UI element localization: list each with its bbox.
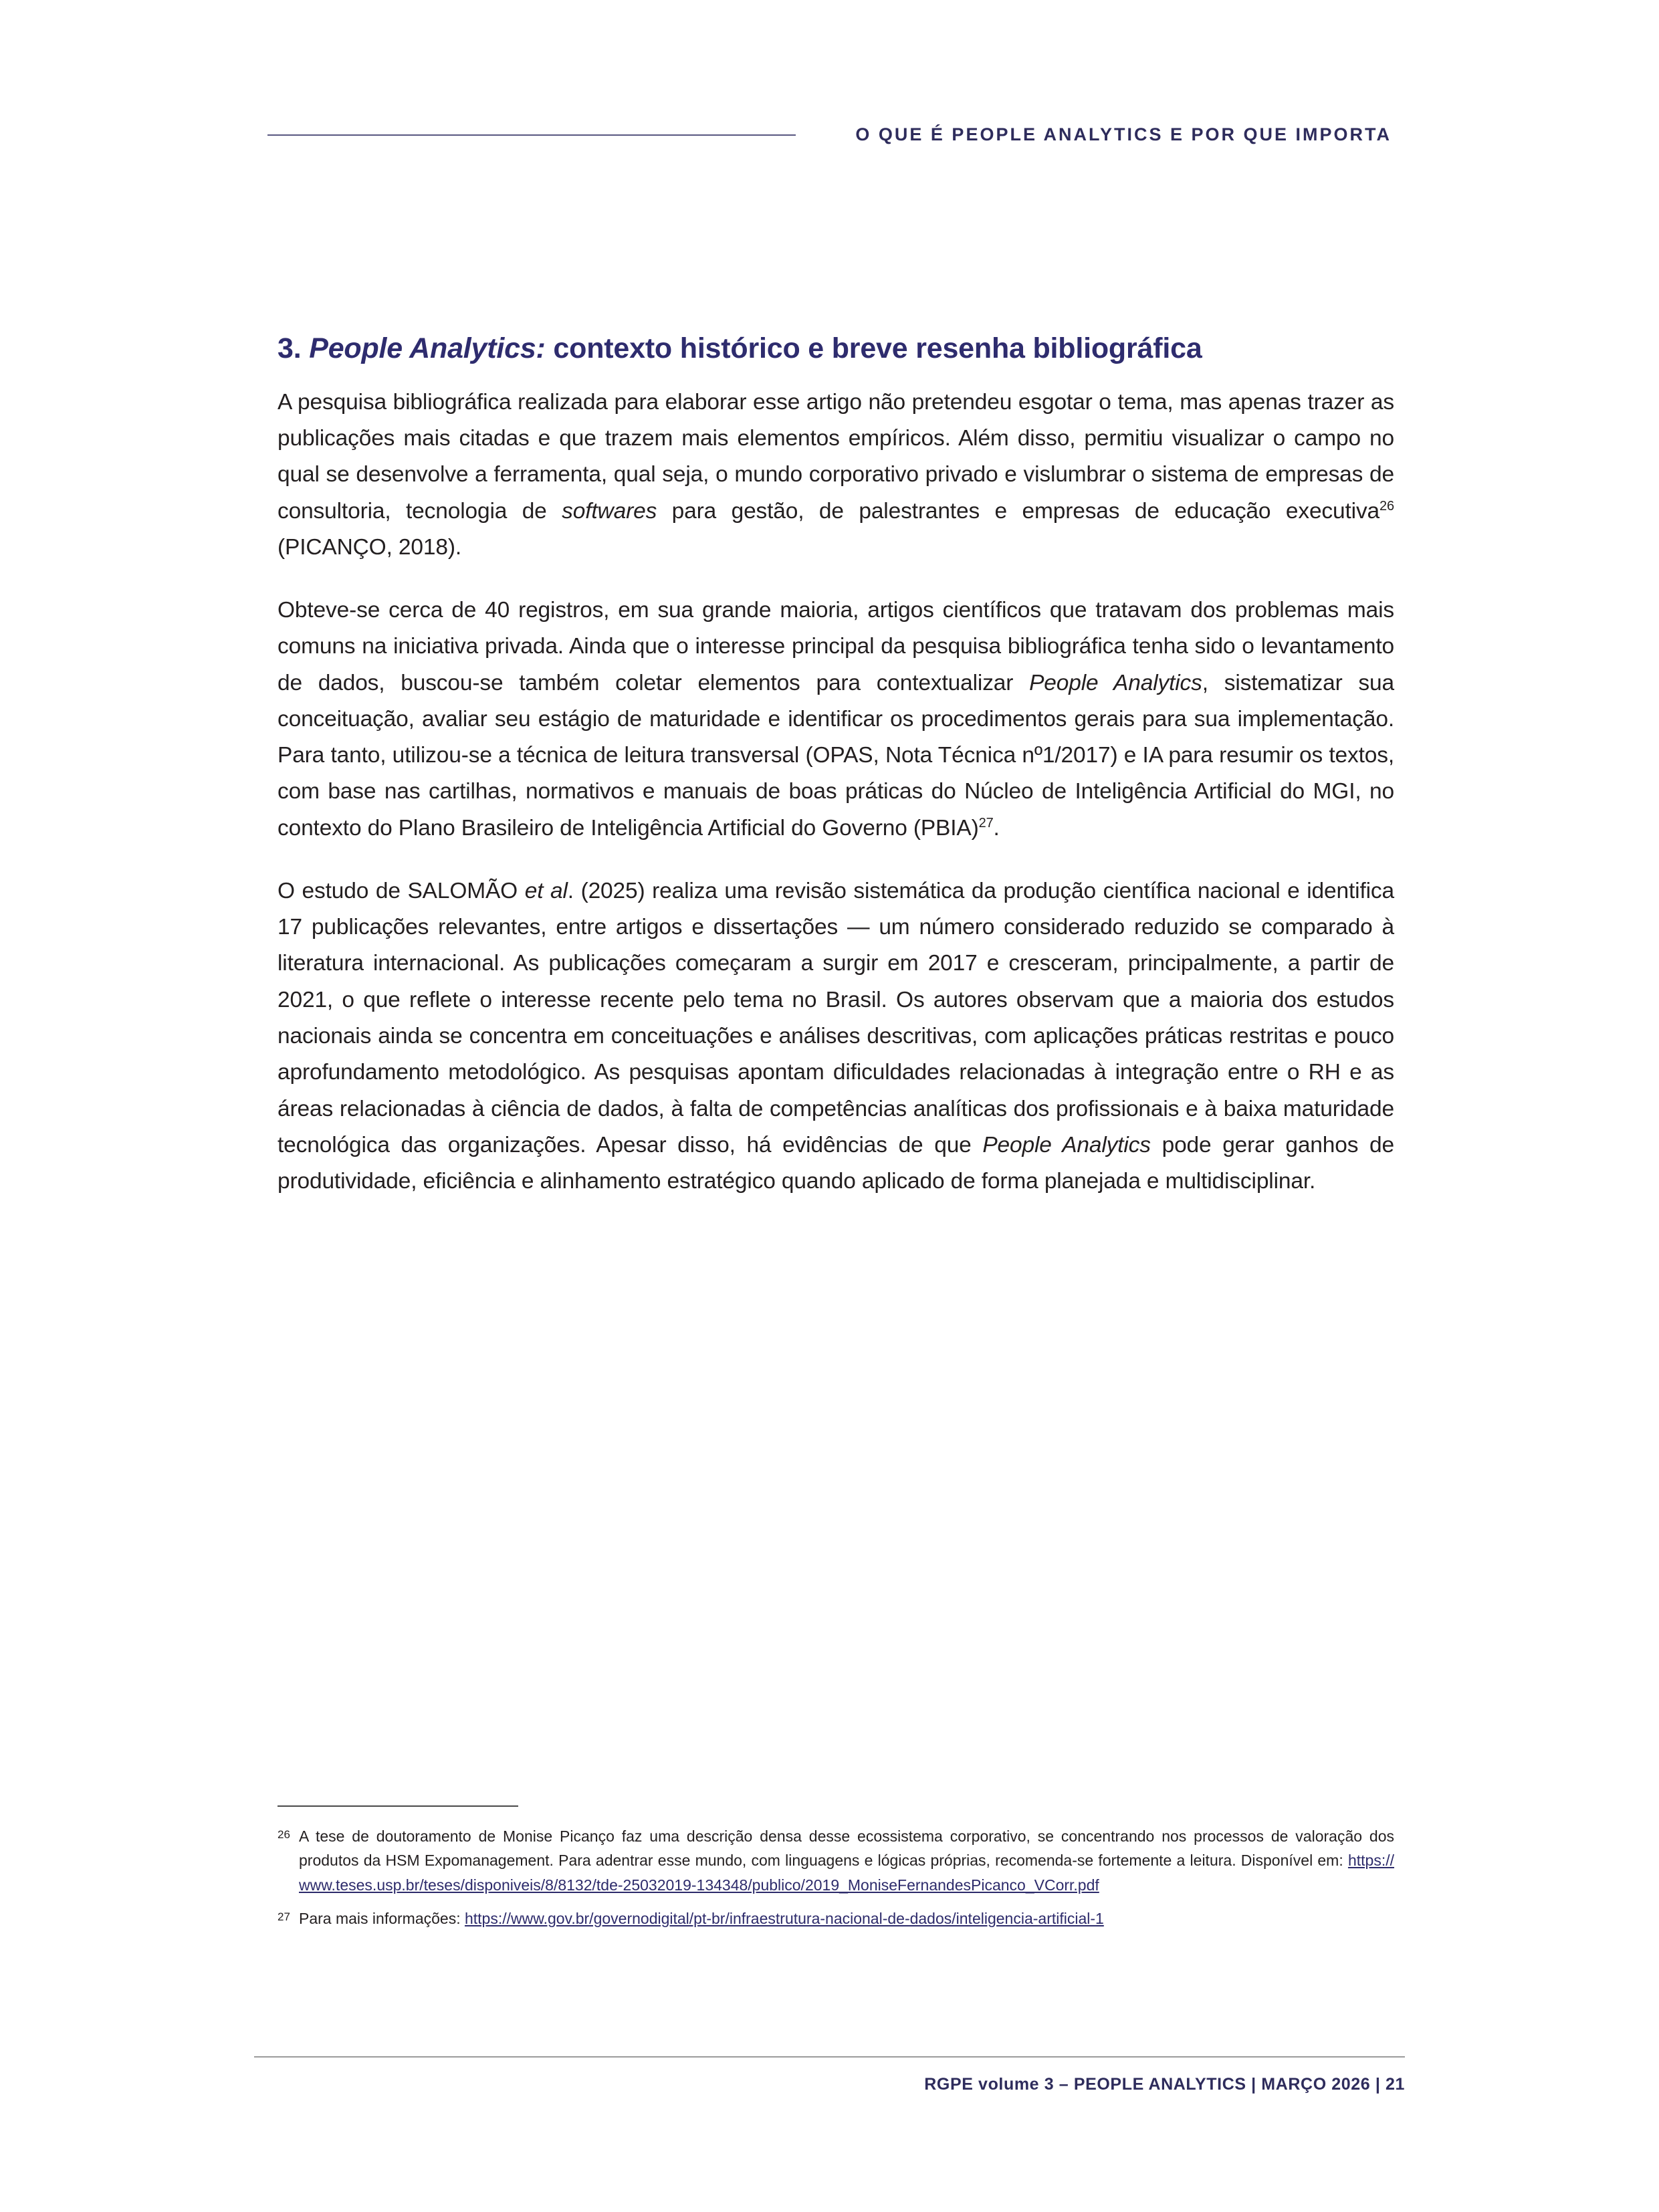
paragraph-1-part-c: (PICANÇO, 2018). — [278, 534, 461, 560]
paragraph-3-part-b: . (2025) realiza uma revisão sistemática da produção científica nacional e identifica 17 publicações relevantes, entre artigos e dissertações — um número considerado reduzido se comparado à literatura internacional. As publicações começaram a surgir em 2017 e cresceram, principalmente, a partir de 2021, o que reflete o interesse recente pelo tema no Brasil. Os autores observam que a maioria dos estudos nacionais ainda se concentra em conceituações e análises descritivas, com aplicações práticas restritas e pouco aprofundamento metodológico. As pesquisas apontam dificuldades relacionadas à integração entre o RH e as áreas relacionadas à ciência de dados, à falta de competências analíticas dos profissionais e à baixa maturidade tecnológica das organizações. Apesar disso, há evidências de que — [278, 878, 1394, 1157]
paragraph-3-part-c: pode gerar ganhos de produtividade, eficiência e alinhamento estratégico quando aplicado de forma planejada e multidisciplinar. — [278, 1132, 1394, 1194]
footnote-text — [299, 1824, 1394, 1897]
footnote-link[interactable]: https://www.teses.usp.br/teses/disponiveis/8/8132/tde-25032019-134348/publico/2019_MoniseFernandesPicanco_VCorr.pdf — [299, 1852, 1394, 1894]
paragraph-3-part-a: O estudo de SALOMÃO — [278, 878, 525, 903]
paragraph-2-part-b: , sistematizar sua conceituação, avaliar seu estágio de maturidade e identificar os procedimentos gerais para sua implementação. Para tanto, utilizou-se a técnica de leitura transversal (OPAS, Nota Técnica nº1/2017) e IA para resumir os textos, com base nas cartilhas, normativos e manuais de boas práticas do Núcleo de Inteligência Artificial do MGI, no contexto do Plano Brasileiro de Inteligência Artificial do Governo (PBIA) — [278, 670, 1394, 841]
paragraph-1-part-b: para gestão, de palestrantes e empresas de educação executiva — [657, 498, 1380, 524]
footnote-text — [299, 1906, 1394, 1930]
footer-text: RGPE volume 3 – PEOPLE ANALYTICS | MARÇO 2026 | 21 — [924, 2075, 1405, 2094]
paragraph-1-part-a: A pesquisa bibliográfica realizada para elaborar esse artigo não pretendeu esgotar o tema, mas apenas trazer as publicações mais citadas e que trazem mais elementos empíricos. Além disso, permitiu visualizar o campo no qual se desenvolve a ferramenta, qual seja, o mundo corporativo privado e vislumbrar o sistema de empresas de consultoria, tecnologia de — [278, 389, 1394, 524]
section-title-rest: contexto histórico e breve resenha bibliográfica — [553, 332, 1202, 364]
footnote-number: 26 — [278, 1828, 290, 1841]
paragraph-1 — [278, 384, 1394, 566]
footnotes-block — [278, 1805, 1394, 1940]
running-header — [267, 124, 1392, 145]
footnote-link[interactable]: https://www.gov.br/governodigital/pt-br/infraestrutura-nacional-de-dados/inteligencia-artificial-1 — [464, 1909, 1104, 1927]
paragraph-2-part-c: . — [993, 815, 1000, 841]
paragraph-2-part-a: Obteve-se cerca de 40 registros, em sua grande maioria, artigos científicos que tratavam dos problemas mais comuns na iniciativa privada. Ainda que o interesse principal da pesquisa bibliográfica tenha sido o levantamento de dados, buscou-se também coletar elementos para contextualizar — [278, 598, 1394, 695]
running-header-title: O QUE É PEOPLE ANALYTICS E POR QUE IMPORTA — [855, 124, 1392, 144]
footnote-text-part-a: Para mais informações: — [299, 1909, 465, 1927]
footnote-item — [278, 1906, 1394, 1930]
footnote-ref-27[interactable]: 27 — [978, 815, 994, 831]
section-title-italic: People Analytics: — [309, 332, 546, 364]
paragraph-2 — [278, 592, 1394, 847]
paragraph-2-italic-people-analytics: People Analytics — [1029, 670, 1202, 695]
section-heading — [278, 331, 1394, 367]
footnote-text-part-a: A tese de doutoramento de Monise Picanço faz uma descrição densa desse ecossistema corporativo, se concentrando nos processos de valoração dos produtos da HSM Expomanagement. Para adentrar esse mundo, com linguagens e lógicas próprias, recomenda-se fortemente a leitura. Disponível em: — [299, 1828, 1394, 1870]
footnote-item — [278, 1824, 1394, 1897]
footnote-ref-26[interactable]: 26 — [1379, 498, 1394, 514]
section-number: 3. — [278, 332, 302, 364]
page-footer — [254, 2056, 1405, 2094]
header-rule — [267, 134, 796, 136]
footnote-number: 27 — [278, 1910, 290, 1923]
footer-rule — [254, 2056, 1405, 2058]
paragraph-3-italic-etal: et al — [524, 878, 568, 903]
footnote-separator-rule — [278, 1805, 518, 1807]
paragraph-3-italic-people-analytics: People Analytics — [982, 1132, 1151, 1157]
main-content — [278, 331, 1394, 1200]
paragraph-1-italic-softwares: softwares — [562, 498, 657, 524]
paragraph-3 — [278, 873, 1394, 1200]
